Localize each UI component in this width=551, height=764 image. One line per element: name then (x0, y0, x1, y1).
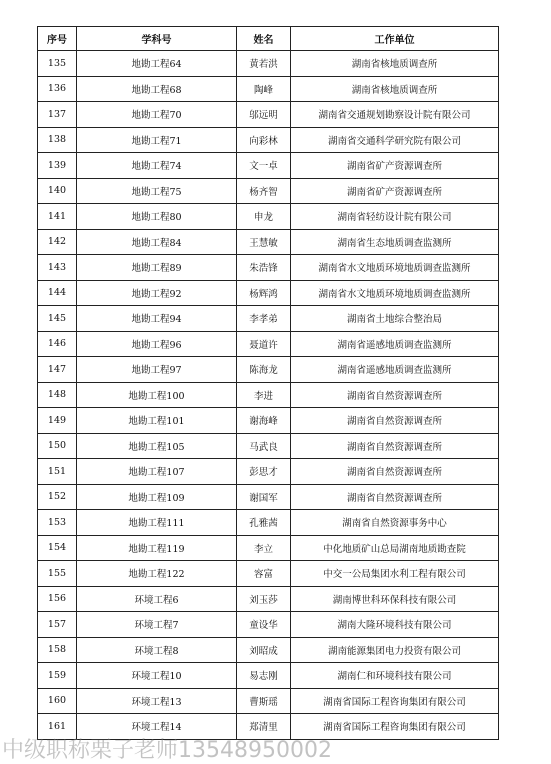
cell-subject-code: 地勘工程89 (77, 255, 237, 281)
cell-serial: 146 (38, 331, 77, 357)
cell-serial: 160 (38, 688, 77, 714)
cell-subject-code: 环境工程13 (77, 688, 237, 714)
cell-name: 谢国军 (237, 484, 291, 510)
table-row (38, 306, 499, 332)
roster-table (37, 26, 499, 740)
cell-employer: 湖南省自然资源调查所 (291, 433, 499, 459)
table-row (38, 255, 499, 281)
cell-subject-code: 地勘工程75 (77, 178, 237, 204)
cell-employer: 湖南省水文地质环境地质调查监测所 (291, 255, 499, 281)
cell-name: 聂道许 (237, 331, 291, 357)
table-row (38, 382, 499, 408)
table-row (38, 433, 499, 459)
cell-name: 李进 (237, 382, 291, 408)
header-serial: 序号 (38, 27, 77, 51)
cell-serial: 142 (38, 229, 77, 255)
cell-employer: 湖南省土地综合整治局 (291, 306, 499, 332)
cell-subject-code: 地勘工程97 (77, 357, 237, 383)
cell-subject-code: 地勘工程119 (77, 535, 237, 561)
cell-employer: 湖南省矿产资源调查所 (291, 178, 499, 204)
cell-name: 杨辉鸿 (237, 280, 291, 306)
cell-subject-code: 环境工程10 (77, 663, 237, 689)
watermark-text: 中级职称栗子老师13548950002 (2, 738, 332, 763)
cell-employer: 湖南仁和环境科技有限公司 (291, 663, 499, 689)
table-row (38, 408, 499, 434)
table-row (38, 153, 499, 179)
cell-employer: 湖南省交通科学研究院有限公司 (291, 127, 499, 153)
table-row (38, 561, 499, 587)
cell-subject-code: 地勘工程96 (77, 331, 237, 357)
cell-subject-code: 地勘工程111 (77, 510, 237, 536)
cell-subject-code: 地勘工程92 (77, 280, 237, 306)
cell-subject-code: 地勘工程94 (77, 306, 237, 332)
cell-serial: 151 (38, 459, 77, 485)
cell-subject-code: 地勘工程109 (77, 484, 237, 510)
table-row (38, 637, 499, 663)
cell-serial: 157 (38, 612, 77, 638)
cell-subject-code: 地勘工程80 (77, 204, 237, 230)
cell-employer: 湖南省核地质调查所 (291, 51, 499, 77)
cell-subject-code: 环境工程8 (77, 637, 237, 663)
table-header (38, 27, 499, 51)
table-body (38, 51, 499, 740)
cell-subject-code: 地勘工程70 (77, 102, 237, 128)
cell-serial: 140 (38, 178, 77, 204)
table-row (38, 204, 499, 230)
cell-employer: 湖南省自然资源调查所 (291, 382, 499, 408)
table-row (38, 714, 499, 740)
cell-serial: 158 (38, 637, 77, 663)
cell-employer: 湖南省自然资源调查所 (291, 408, 499, 434)
cell-name: 申龙 (237, 204, 291, 230)
cell-name: 易志刚 (237, 663, 291, 689)
cell-employer: 湖南省自然资源调查所 (291, 484, 499, 510)
cell-employer: 湖南省遥感地质调查监测所 (291, 331, 499, 357)
cell-subject-code: 地勘工程101 (77, 408, 237, 434)
header-name: 姓名 (237, 27, 291, 51)
header-subject-code: 学科号 (77, 27, 237, 51)
cell-serial: 135 (38, 51, 77, 77)
cell-employer: 湖南省遥感地质调查监测所 (291, 357, 499, 383)
cell-name: 谢海峰 (237, 408, 291, 434)
cell-name: 孔雅茜 (237, 510, 291, 536)
cell-name: 郑清里 (237, 714, 291, 740)
cell-name: 容富 (237, 561, 291, 587)
cell-name: 邬远明 (237, 102, 291, 128)
cell-name: 李孝弟 (237, 306, 291, 332)
table-row (38, 459, 499, 485)
cell-employer: 湖南省生态地质调查监测所 (291, 229, 499, 255)
cell-subject-code: 环境工程7 (77, 612, 237, 638)
cell-serial: 139 (38, 153, 77, 179)
cell-serial: 143 (38, 255, 77, 281)
cell-subject-code: 地勘工程64 (77, 51, 237, 77)
cell-serial: 149 (38, 408, 77, 434)
cell-name: 彭思才 (237, 459, 291, 485)
cell-employer: 湖南省矿产资源调查所 (291, 153, 499, 179)
cell-name: 曹斯瑶 (237, 688, 291, 714)
cell-serial: 147 (38, 357, 77, 383)
header-employer: 工作单位 (291, 27, 499, 51)
table-row (38, 280, 499, 306)
cell-serial: 156 (38, 586, 77, 612)
cell-name: 童设华 (237, 612, 291, 638)
table-row (38, 612, 499, 638)
table-row (38, 510, 499, 536)
cell-name: 文一卓 (237, 153, 291, 179)
cell-serial: 136 (38, 76, 77, 102)
cell-name: 向彩林 (237, 127, 291, 153)
table-row (38, 688, 499, 714)
cell-serial: 148 (38, 382, 77, 408)
cell-employer: 湖南省国际工程咨询集团有限公司 (291, 714, 499, 740)
table-row (38, 663, 499, 689)
table-row (38, 535, 499, 561)
header-row (38, 27, 499, 51)
cell-serial: 159 (38, 663, 77, 689)
table-row (38, 102, 499, 128)
cell-serial: 155 (38, 561, 77, 587)
cell-name: 朱浩锋 (237, 255, 291, 281)
table-row (38, 229, 499, 255)
table-row (38, 51, 499, 77)
cell-name: 陶峰 (237, 76, 291, 102)
table-row (38, 357, 499, 383)
table-row (38, 331, 499, 357)
cell-serial: 152 (38, 484, 77, 510)
cell-serial: 144 (38, 280, 77, 306)
table-row (38, 178, 499, 204)
cell-subject-code: 地勘工程122 (77, 561, 237, 587)
cell-employer: 湖南省交通规划勘察设计院有限公司 (291, 102, 499, 128)
table-row (38, 586, 499, 612)
cell-name: 李立 (237, 535, 291, 561)
cell-name: 刘玉莎 (237, 586, 291, 612)
cell-name: 王慧敏 (237, 229, 291, 255)
cell-employer: 中化地质矿山总局湖南地质勘查院 (291, 535, 499, 561)
cell-subject-code: 地勘工程107 (77, 459, 237, 485)
cell-employer: 中交一公局集团水利工程有限公司 (291, 561, 499, 587)
cell-employer: 湖南省国际工程咨询集团有限公司 (291, 688, 499, 714)
cell-subject-code: 地勘工程71 (77, 127, 237, 153)
cell-employer: 湖南省轻纺设计院有限公司 (291, 204, 499, 230)
cell-subject-code: 地勘工程100 (77, 382, 237, 408)
cell-subject-code: 地勘工程74 (77, 153, 237, 179)
cell-name: 陈海龙 (237, 357, 291, 383)
table-row (38, 76, 499, 102)
cell-subject-code: 地勘工程105 (77, 433, 237, 459)
table-row (38, 484, 499, 510)
cell-name: 黄若洪 (237, 51, 291, 77)
cell-serial: 145 (38, 306, 77, 332)
cell-serial: 161 (38, 714, 77, 740)
cell-employer: 湖南省自然资源事务中心 (291, 510, 499, 536)
cell-employer: 湖南省自然资源调查所 (291, 459, 499, 485)
cell-serial: 138 (38, 127, 77, 153)
cell-subject-code: 地勘工程84 (77, 229, 237, 255)
cell-serial: 153 (38, 510, 77, 536)
cell-employer: 湖南能源集团电力投资有限公司 (291, 637, 499, 663)
cell-employer: 湖南省核地质调查所 (291, 76, 499, 102)
cell-employer: 湖南省水文地质环境地质调查监测所 (291, 280, 499, 306)
cell-employer: 湖南大隆环境科技有限公司 (291, 612, 499, 638)
cell-name: 马武良 (237, 433, 291, 459)
table-row (38, 127, 499, 153)
cell-name: 刘昭成 (237, 637, 291, 663)
cell-subject-code: 地勘工程68 (77, 76, 237, 102)
cell-serial: 137 (38, 102, 77, 128)
cell-subject-code: 环境工程6 (77, 586, 237, 612)
cell-name: 杨齐智 (237, 178, 291, 204)
cell-serial: 154 (38, 535, 77, 561)
cell-serial: 150 (38, 433, 77, 459)
cell-serial: 141 (38, 204, 77, 230)
cell-employer: 湖南博世科环保科技有限公司 (291, 586, 499, 612)
cell-subject-code: 环境工程14 (77, 714, 237, 740)
